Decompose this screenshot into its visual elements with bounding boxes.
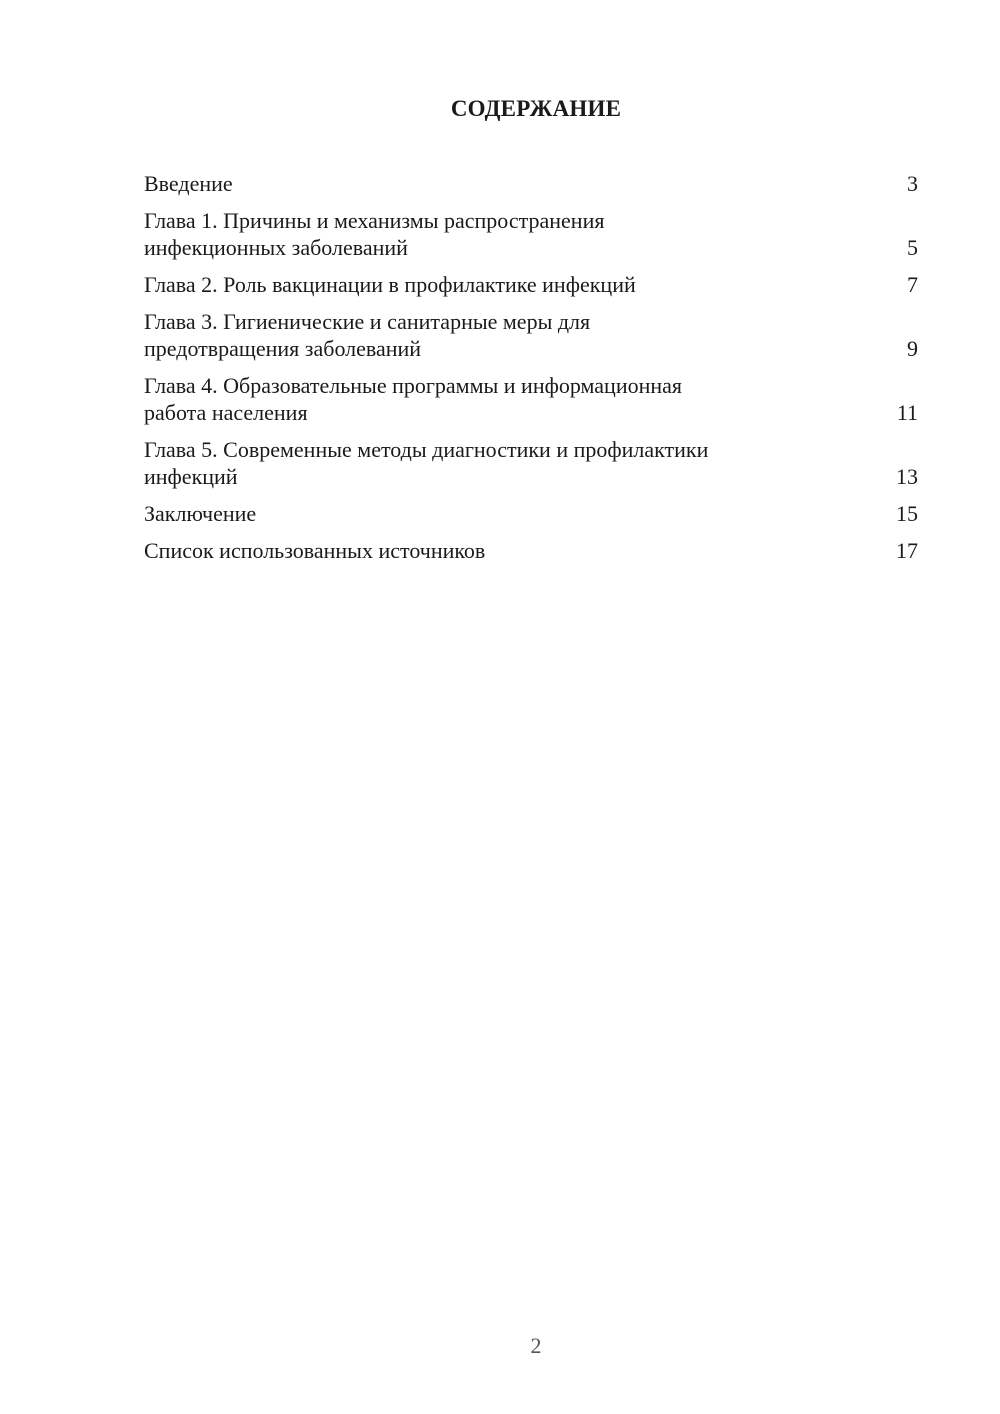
- toc-entry-page: 15: [896, 501, 918, 526]
- toc-entry-page: 9: [907, 336, 918, 361]
- page-number: 2: [530, 1333, 542, 1358]
- toc-entry-page: 7: [907, 272, 918, 297]
- toc-entry-page: 11: [896, 400, 918, 425]
- toc-entry-references: [144, 537, 920, 564]
- toc-entry-chapter-5: [144, 436, 920, 490]
- toc-entry-title: Введение: [144, 171, 233, 196]
- table-of-contents: [144, 170, 920, 574]
- page-title: СОДЕРЖАНИЕ: [450, 96, 622, 121]
- toc-entry-conclusion: [144, 500, 920, 527]
- toc-entry-title: Глава 3. Гигиенические и санитарные меры для предотвращения заболеваний: [144, 309, 591, 361]
- toc-entry-page: 5: [907, 235, 918, 260]
- toc-entry-title: Список использованных источников: [144, 538, 486, 563]
- toc-entry-title: Заключение: [144, 501, 257, 526]
- toc-entry-chapter-2: [144, 271, 920, 298]
- toc-entry-title: Глава 5. Современные методы диагностики и профилактики инфекций: [144, 437, 709, 489]
- toc-entry-chapter-1: [144, 207, 920, 261]
- toc-entry-page: 3: [907, 171, 918, 196]
- toc-entry-chapter-4: [144, 372, 920, 426]
- toc-entry-title: Глава 2. Роль вакцинации в профилактике инфекций: [144, 272, 636, 297]
- toc-entry-page: 13: [896, 464, 918, 489]
- toc-entry-chapter-3: [144, 308, 920, 362]
- toc-entry-introduction: [144, 170, 920, 197]
- toc-entry-title: Глава 1. Причины и механизмы распространения инфекционных заболеваний: [144, 208, 605, 260]
- toc-entry-page: 17: [896, 538, 918, 563]
- toc-entry-title: Глава 4. Образовательные программы и информационная работа населения: [144, 373, 683, 425]
